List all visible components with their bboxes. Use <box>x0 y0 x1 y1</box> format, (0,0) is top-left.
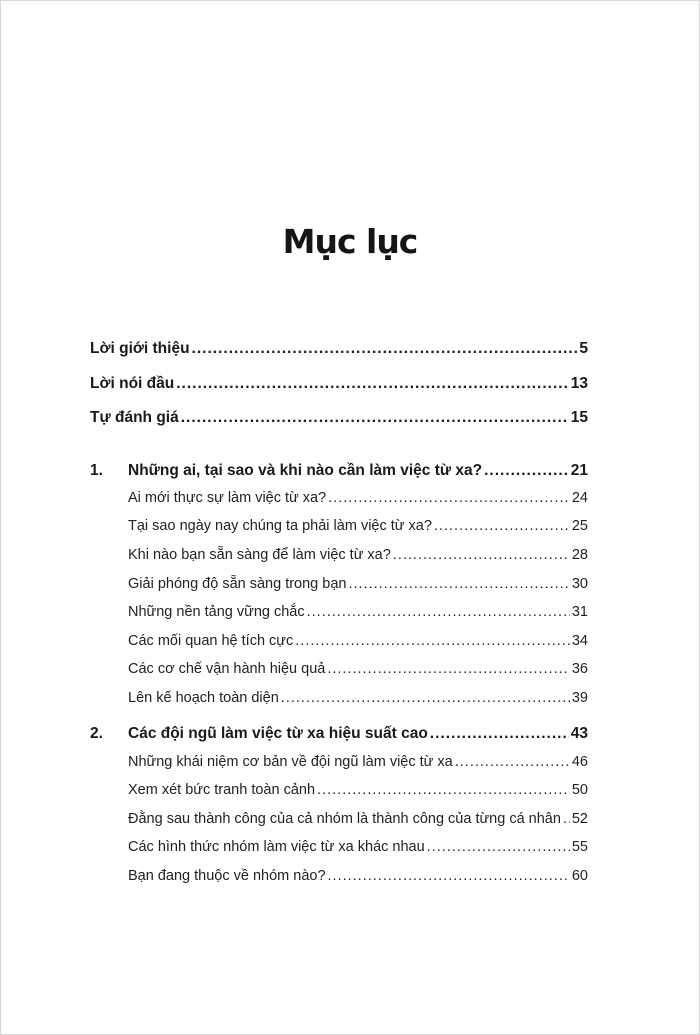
dot-leader <box>295 633 570 649</box>
dot-leader <box>307 604 570 620</box>
dot-leader <box>328 868 570 884</box>
dot-leader <box>281 690 570 706</box>
toc-entry-label: Lời nói đầu <box>90 375 175 392</box>
toc-page-number: 39 <box>571 690 588 706</box>
page-title: Mục lục <box>282 222 418 261</box>
toc-page-number: 36 <box>571 661 588 677</box>
toc-chapter-1[interactable] <box>90 462 588 480</box>
dot-leader <box>192 340 578 358</box>
toc-page-number: 24 <box>571 490 588 506</box>
toc-entry-label: Các cơ chế vận hành hiệu quả <box>128 661 326 677</box>
toc-section[interactable] <box>128 782 588 798</box>
toc-entry-front-3[interactable] <box>90 409 588 427</box>
toc-section[interactable] <box>128 547 588 563</box>
toc-entry-label: Tại sao ngày nay chúng ta phải làm việc từ xa? <box>128 518 432 534</box>
toc-section[interactable] <box>128 811 588 827</box>
toc-page-number: 60 <box>571 868 588 884</box>
chapter-number: 2. <box>90 725 103 742</box>
dot-leader <box>317 782 570 798</box>
dot-leader <box>484 462 569 480</box>
toc-page-number: 34 <box>571 633 588 649</box>
toc-entry-label: Đằng sau thành công của cả nhóm là thành công của từng cá nhân <box>128 811 561 827</box>
toc-page-number: 15 <box>570 409 588 426</box>
dot-leader <box>427 839 570 855</box>
toc-entry-label: Khi nào bạn sẵn sàng để làm việc từ xa? <box>128 547 391 563</box>
toc-chapter-2[interactable] <box>90 725 588 743</box>
toc-entry-label: Tự đánh giá <box>90 409 179 426</box>
dot-leader <box>181 409 569 427</box>
toc-entry-label: Ai mới thực sự làm việc từ xa? <box>128 490 327 506</box>
toc-section[interactable] <box>128 518 588 534</box>
dot-leader <box>455 754 570 770</box>
toc-entry-label: Những khái niệm cơ bản về đội ngũ làm việc từ xa <box>128 754 453 770</box>
dot-leader <box>327 661 570 677</box>
toc-section[interactable] <box>128 576 588 592</box>
toc-page-number: 13 <box>570 375 588 392</box>
toc-page-number: 30 <box>571 576 588 592</box>
toc-page-number: 55 <box>571 839 588 855</box>
toc-page-number: 21 <box>570 462 588 479</box>
toc-page-number: 50 <box>571 782 588 798</box>
dot-leader <box>328 490 570 506</box>
dot-leader <box>348 576 569 592</box>
toc-page-number: 25 <box>571 518 588 534</box>
toc-page-number: 52 <box>571 811 588 827</box>
chapter-number: 1. <box>90 462 103 479</box>
toc-section[interactable] <box>128 868 588 884</box>
toc-entry-label: Những ai, tại sao và khi nào cần làm việc từ xa? <box>128 462 483 479</box>
toc-section[interactable] <box>128 754 588 770</box>
toc-section[interactable] <box>128 661 588 677</box>
toc-section[interactable] <box>128 604 588 620</box>
toc-page-number: 46 <box>571 754 588 770</box>
toc-entry-label: Xem xét bức tranh toàn cảnh <box>128 782 316 798</box>
toc-section[interactable] <box>128 633 588 649</box>
dot-leader <box>430 725 569 743</box>
toc-entry-label: Giải phóng độ sẵn sàng trong bạn <box>128 576 347 592</box>
dot-leader <box>563 811 570 827</box>
toc-page-number: 28 <box>571 547 588 563</box>
dot-leader <box>393 547 570 563</box>
toc-section[interactable] <box>128 490 588 506</box>
toc-page-number: 5 <box>579 340 588 357</box>
toc-entry-label: Bạn đang thuộc về nhóm nào? <box>128 868 326 884</box>
toc-entry-front-1[interactable] <box>90 340 588 358</box>
toc-page-number: 31 <box>571 604 588 620</box>
toc-entry-label: Lên kế hoạch toàn diện <box>128 690 279 706</box>
toc-section[interactable] <box>128 839 588 855</box>
toc-entry-label: Các hình thức nhóm làm việc từ xa khác nhau <box>128 839 425 855</box>
dot-leader <box>176 375 569 393</box>
toc-entry-label: Những nền tảng vững chắc <box>128 604 305 620</box>
toc-entry-front-2[interactable] <box>90 375 588 393</box>
toc-entry-label: Lời giới thiệu <box>90 340 190 357</box>
toc-section[interactable] <box>128 690 588 706</box>
toc-page-number: 43 <box>570 725 588 742</box>
toc-entry-label: Các đội ngũ làm việc từ xa hiệu suất cao <box>128 725 428 742</box>
toc-entry-label: Các mối quan hệ tích cực <box>128 633 294 649</box>
dot-leader <box>434 518 570 534</box>
